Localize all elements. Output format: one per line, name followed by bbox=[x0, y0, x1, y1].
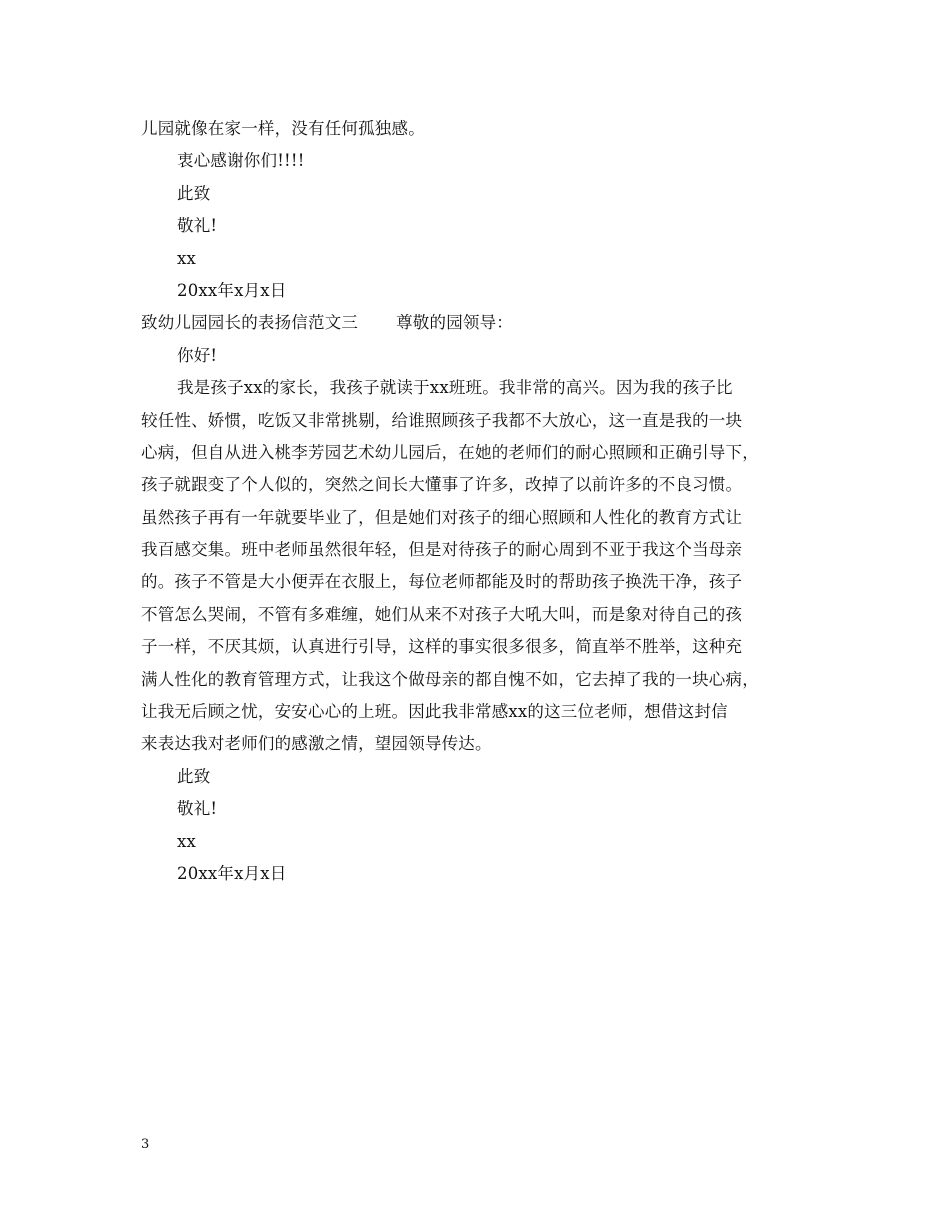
body-line: 的。孩子不管是大小便弄在衣服上，每位老师都能及时的帮助孩子换洗干净，孩子 bbox=[141, 572, 743, 592]
text-line: 敬礼! bbox=[177, 216, 218, 236]
body-line: 心病，但自从进入桃李芳园艺术幼儿园后，在她的老师们的耐心照顾和正确引导下， bbox=[141, 442, 759, 462]
closing-line: 此致 bbox=[177, 766, 211, 786]
text-line: 衷心感谢你们!!!! bbox=[177, 151, 305, 171]
body-line: 孩子就跟变了个人似的，突然之间长大懂事了许多，改掉了以前许多的不良习惯。 bbox=[141, 475, 743, 495]
body-line: 来表达我对老师们的感激之情，望园领导传达。 bbox=[141, 734, 492, 754]
greeting: 你好! bbox=[177, 345, 218, 365]
body-line: 不管怎么哭闹，不管有多难缠，她们从来不对孩子大吼大叫，而是象对待自己的孩 bbox=[141, 604, 743, 624]
letter-title: 致幼儿园园长的表扬信范文三 bbox=[141, 313, 359, 333]
letter-heading bbox=[141, 307, 821, 339]
body-line: 满人性化的教育管理方式，让我这个做母亲的都自愧不如，它去掉了我的一块心病， bbox=[141, 669, 759, 689]
signature-line: xx bbox=[177, 831, 197, 851]
text-line: xx bbox=[177, 248, 197, 268]
date-line: 20xx年x月x日 bbox=[177, 863, 287, 883]
document-content bbox=[141, 113, 821, 890]
body-line: 让我无后顾之忧，安安心心的上班。因此我非常感xx的这三位老师，想借这封信 bbox=[141, 702, 728, 722]
body-line: 子一样，不厌其烦，认真进行引导，这样的事实很多很多，简直举不胜举，这种充 bbox=[141, 637, 743, 657]
text-line: 儿园就像在家一样，没有任何孤独感。 bbox=[141, 119, 425, 138]
text-line: 20xx年x月x日 bbox=[177, 280, 287, 300]
text-line: 此致 bbox=[177, 183, 211, 203]
body-line: 我百感交集。班中老师虽然很年轻，但是对待孩子的耐心周到不亚于我这个当母亲 bbox=[141, 540, 743, 560]
body-line: 虽然孩子再有一年就要毕业了，但是她们对孩子的细心照顾和人性化的教育方式让 bbox=[141, 507, 743, 527]
body-line: 较任性、娇惯，吃饭又非常挑剔，给谁照顾孩子我都不大放心，这一直是我的一块 bbox=[141, 410, 743, 430]
page-number: 3 bbox=[141, 1137, 150, 1152]
letter-salutation: 尊敬的园领导： bbox=[396, 313, 514, 333]
closing-line: 敬礼! bbox=[177, 799, 218, 819]
body-line: 我是孩子xx的家长，我孩子就读于xx班班。我非常的高兴。因为我的孩子比 bbox=[177, 378, 733, 398]
